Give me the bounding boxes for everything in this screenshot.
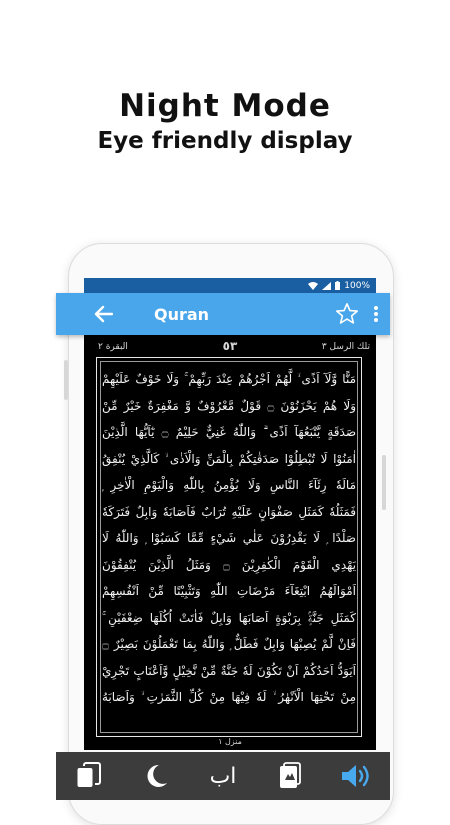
crescent-moon-icon [143,763,169,789]
wifi-icon [308,282,318,290]
verse-line: صَدَقَةٍ يَّتْبَعُهَآ اَذًى ۗ وَاللّٰهُ غَنِيٌّ حَلِيْمٌ ۝ يٰٓاَيُّهَا الَّذِيْنَ [102,425,356,439]
verse-lines [102,366,356,711]
night-mode-button[interactable] [136,756,176,796]
verse-line: اَمْوَالَهُمُ ابْتِغَآءَ مَرْضَاتِ اللّٰهِ وَتَثْبِيْتًا مِّنْ اَنْفُسِهِمْ [102,584,356,598]
promo-subtitle: Eye friendly display [97,128,353,154]
more-vertical-icon [373,305,379,323]
app-title: Quran [154,304,210,324]
copy-button[interactable] [69,756,109,796]
app-bar [56,293,390,335]
phone-side-button [64,360,68,400]
verse-line: يَهْدِي الْقَوْمَ الْكٰفِرِيْنَ ۝ وَمَثَلُ الَّذِيْنَ يُنْفِقُوْنَ [102,557,356,572]
verse-line: اٰمَنُوْا لَا تُبْطِلُوْا صَدَقٰتِكُمْ بِالْمَنِّ وَالْاَذٰى ۙ كَالَّذِيْ يُنْفِقُ [102,451,356,466]
font-style-label: اب [209,763,237,789]
verse-line: وَلَا هُمْ يَحْزَنُوْنَ ۝ قَوْلٌ مَّعْرُوْفٌ وَّ مَغْفِرَةٌ خَيْرٌ مِّنْ [102,398,356,413]
phone-side-button [382,455,386,510]
verse-line: مَالَهٗ رِئَآءَ النَّاسِ وَلَا يُؤْمِنُ بِاللّٰهِ وَالْيَوْمِ الْاٰخِرِ ۭ [102,478,356,492]
verse-line: كَمَثَلِ جَنَّةٍۢ بِرَبْوَةٍ اَصَابَهَا وَابِلٌ فَاٰتَتْ اُكُلَهَا ضِعْفَيْنِ ۚ [102,610,356,625]
page-border [96,357,362,737]
overflow-menu-button[interactable] [362,293,390,335]
star-outline-icon [335,302,359,326]
status-bar [84,278,376,293]
bottom-toolbar [56,752,390,800]
bookmark-card-icon [277,762,303,790]
quran-page[interactable] [84,335,376,750]
signal-icon [322,282,331,290]
verse-line: فَاِنْ لَّمْ يُصِبْهَا وَابِلٌ فَطَلٌّ ۭ وَاللّٰهُ بِمَا تَعْمَلُوْنَ بَصِيْرٌ ۝ [102,637,356,651]
battery-level: 100% [344,280,370,291]
arrow-left-icon [93,305,113,323]
surah-name: البقرة ٢ [98,342,128,352]
speaker-icon [340,762,374,790]
verse-line: صَلْدًا ۭ لَا يَقْدِرُوْنَ عَلٰي شَيْءٍ مِّمَّا كَسَبُوْا ۭ وَاللّٰهُ لَا [102,531,356,545]
verse-line: اَيَوَدُّ اَحَدُكُمْ اَنْ تَكُوْنَ لَهٗ جَنَّةٌ مِّنْ نَّخِيْلٍ وَّاَعْنَابٍ تَجْرِيْ [102,663,356,678]
page-number: ٥٣ [222,339,238,353]
juz-name: تلك الرسل ٣ [321,342,370,352]
audio-button[interactable] [337,756,377,796]
back-button[interactable] [84,293,122,335]
bookmark-card-button[interactable] [270,756,310,796]
page-header [84,337,376,357]
verse-line: مَنًّا وَّلَآ اَذًى ۙ لَّهُمْ اَجْرُهُمْ عِنْدَ رَبِّهِمْ ۚ وَلَا خَوْفٌ عَلَيْهِمْ [102,372,356,386]
verse-line: مِنْ تَحْتِهَا الْاَنْهٰرُ ۙ لَهٗ فِيْهَا مِنْ كُلِّ الثَّمَرٰتِ ۙ وَاَصَابَهُ [102,690,356,704]
battery-icon [335,281,340,290]
manzil-label: منزل ١ [218,737,242,746]
verse-line: فَمَثَلُهٗ كَمَثَلِ صَفْوَانٍ عَلَيْهِ تُرَابٌ فَاَصَابَهٗ وَابِلٌ فَتَرَكَهٗ [102,504,356,519]
copy-icon [76,762,102,790]
bookmark-star-button[interactable] [332,293,362,335]
promo-title: Night Mode [119,88,331,124]
font-style-button[interactable] [203,756,243,796]
